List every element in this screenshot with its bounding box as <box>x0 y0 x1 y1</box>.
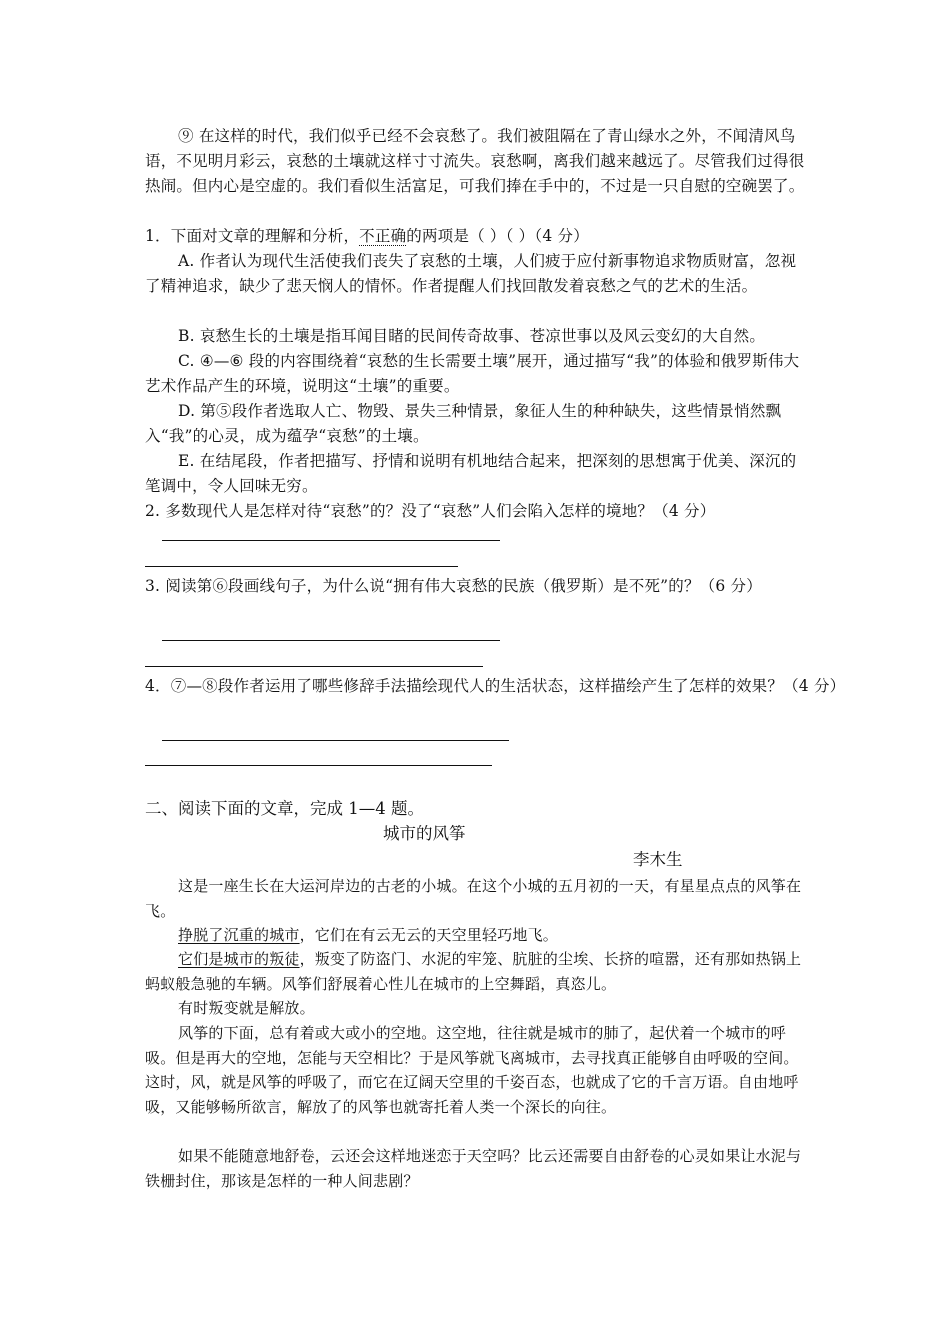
option-b: B. 哀愁生长的土壤是指耳闻目睹的民间传奇故事、苍凉世事以及风云变幻的大自然。 <box>178 327 766 345</box>
option-c: C. ④—⑥ 段的内容围绕着“哀愁的生长需要土壤”展开，通过描写“我”的体验和俄罗斯伟大艺术作品产生的环境，说明这“土壤”的重要。 <box>145 352 800 395</box>
article-paragraph-2-text: ，它们在有云无云的天空里轻巧地飞。 <box>299 926 559 944</box>
answer-line <box>145 566 458 567</box>
answer-line <box>145 666 483 667</box>
question-1 <box>145 224 810 249</box>
underlined-sentence: 挣脱了沉重的城市 <box>178 926 300 944</box>
answer-line <box>162 540 500 541</box>
underlined-sentence: 它们是城市的叛徒 <box>178 950 300 968</box>
article-paragraph-4: 有时叛变就是解放。 <box>178 999 315 1017</box>
passage-paragraph-9: ⑨ 在这样的时代，我们似乎已经不会哀愁了。我们被阻隔在了青山绿水之外，不闻清风鸟语，不见明月彩云，哀愁的土壤就这样寸寸流失。哀愁啊，离我们越来越远了。尽管我们过得很热闹。但内心是空虚的。我们看似生活富足，可我们捧在手中的，不过是一只自慰的空碗罢了。 <box>145 127 805 195</box>
question-1-prefix: 1．下面对文章的理解和分析， <box>145 227 360 245</box>
article-paragraph-1: 这是一座生长在大运河岸边的古老的小城。在这个小城的五月初的一天，有星星点点的风筝在飞。 <box>145 877 802 920</box>
article-paragraph-5: 风筝的下面，总有着或大或小的空地。这空地，往往就是城市的肺了，起伏着一个城市的呼吸。但是再大的空地，怎能与天空相比？于是风筝就飞离城市，去寻找真正能够自由呼吸的空间。这时，风，就是风筝的呼吸了，而它在辽阔天空里的千姿百态，也就成了它的千言万语。自由地呼吸，又能够畅所欲言，解放了的风筝也就寄托着人类一个深长的向往。 <box>145 1024 799 1116</box>
question-1-suffix: 的两项是（ ）（ ）（4 分） <box>406 227 589 245</box>
answer-line <box>145 765 492 766</box>
article-paragraph-2 <box>145 923 810 948</box>
question-4: 4．⑦—⑧段作者运用了哪些修辞手法描绘现代人的生活状态，这样描绘产生了怎样的效果？（4 分） <box>145 677 846 695</box>
article-author: 李木生 <box>633 850 683 869</box>
answer-line <box>162 640 500 641</box>
article-title: 城市的风筝 <box>383 824 466 843</box>
article-paragraph-3 <box>145 947 810 996</box>
option-d: D. 第⑤段作者选取人亡、物毁、景失三种情景，象征人生的种种缺失，这些情景悄然飘入“我”的心灵，成为蕴孕“哀愁”的土壤。 <box>145 402 782 445</box>
article-paragraph-6: 如果不能随意地舒卷，云还会这样地迷恋于天空吗？比云还需要自由舒卷的心灵如果让水泥与铁栅封住，那该是怎样的一种人间悲剧？ <box>145 1147 802 1190</box>
option-a: A. 作者认为现代生活使我们丧失了哀愁的土壤，人们疲于应付新事物追求物质财富，忽视了精神追求，缺少了悲天悯人的情怀。作者提醒人们找回散发着哀愁之气的艺术的生活。 <box>145 252 797 295</box>
answer-line <box>162 740 509 741</box>
article-paragraph-3-text: ，叛变了防盗门、水泥的牢笼、肮脏的尘埃、长挤的喧嚣，还有那如热锅上蚂蚁般急驰的车辆。风筝们舒展着心性儿在城市的上空舞蹈，真恣儿。 <box>145 950 802 993</box>
section-2-heading: 二、阅读下面的文章，完成 1—4 题。 <box>145 799 424 818</box>
option-e: E. 在结尾段，作者把描写、抒情和说明有机地结合起来，把深刻的思想寓于优美、深沉的笔调中，令人回味无穷。 <box>145 452 797 495</box>
question-2: 2. 多数现代人是怎样对待“哀愁”的？没了“哀愁”人们会陷入怎样的境地？（4 分） <box>145 502 716 520</box>
question-3: 3. 阅读第⑥段画线句子，为什么说“拥有伟大哀愁的民族（俄罗斯）是不死”的？（6 分） <box>145 577 762 595</box>
question-1-emphasis: 不正确 <box>359 227 407 245</box>
